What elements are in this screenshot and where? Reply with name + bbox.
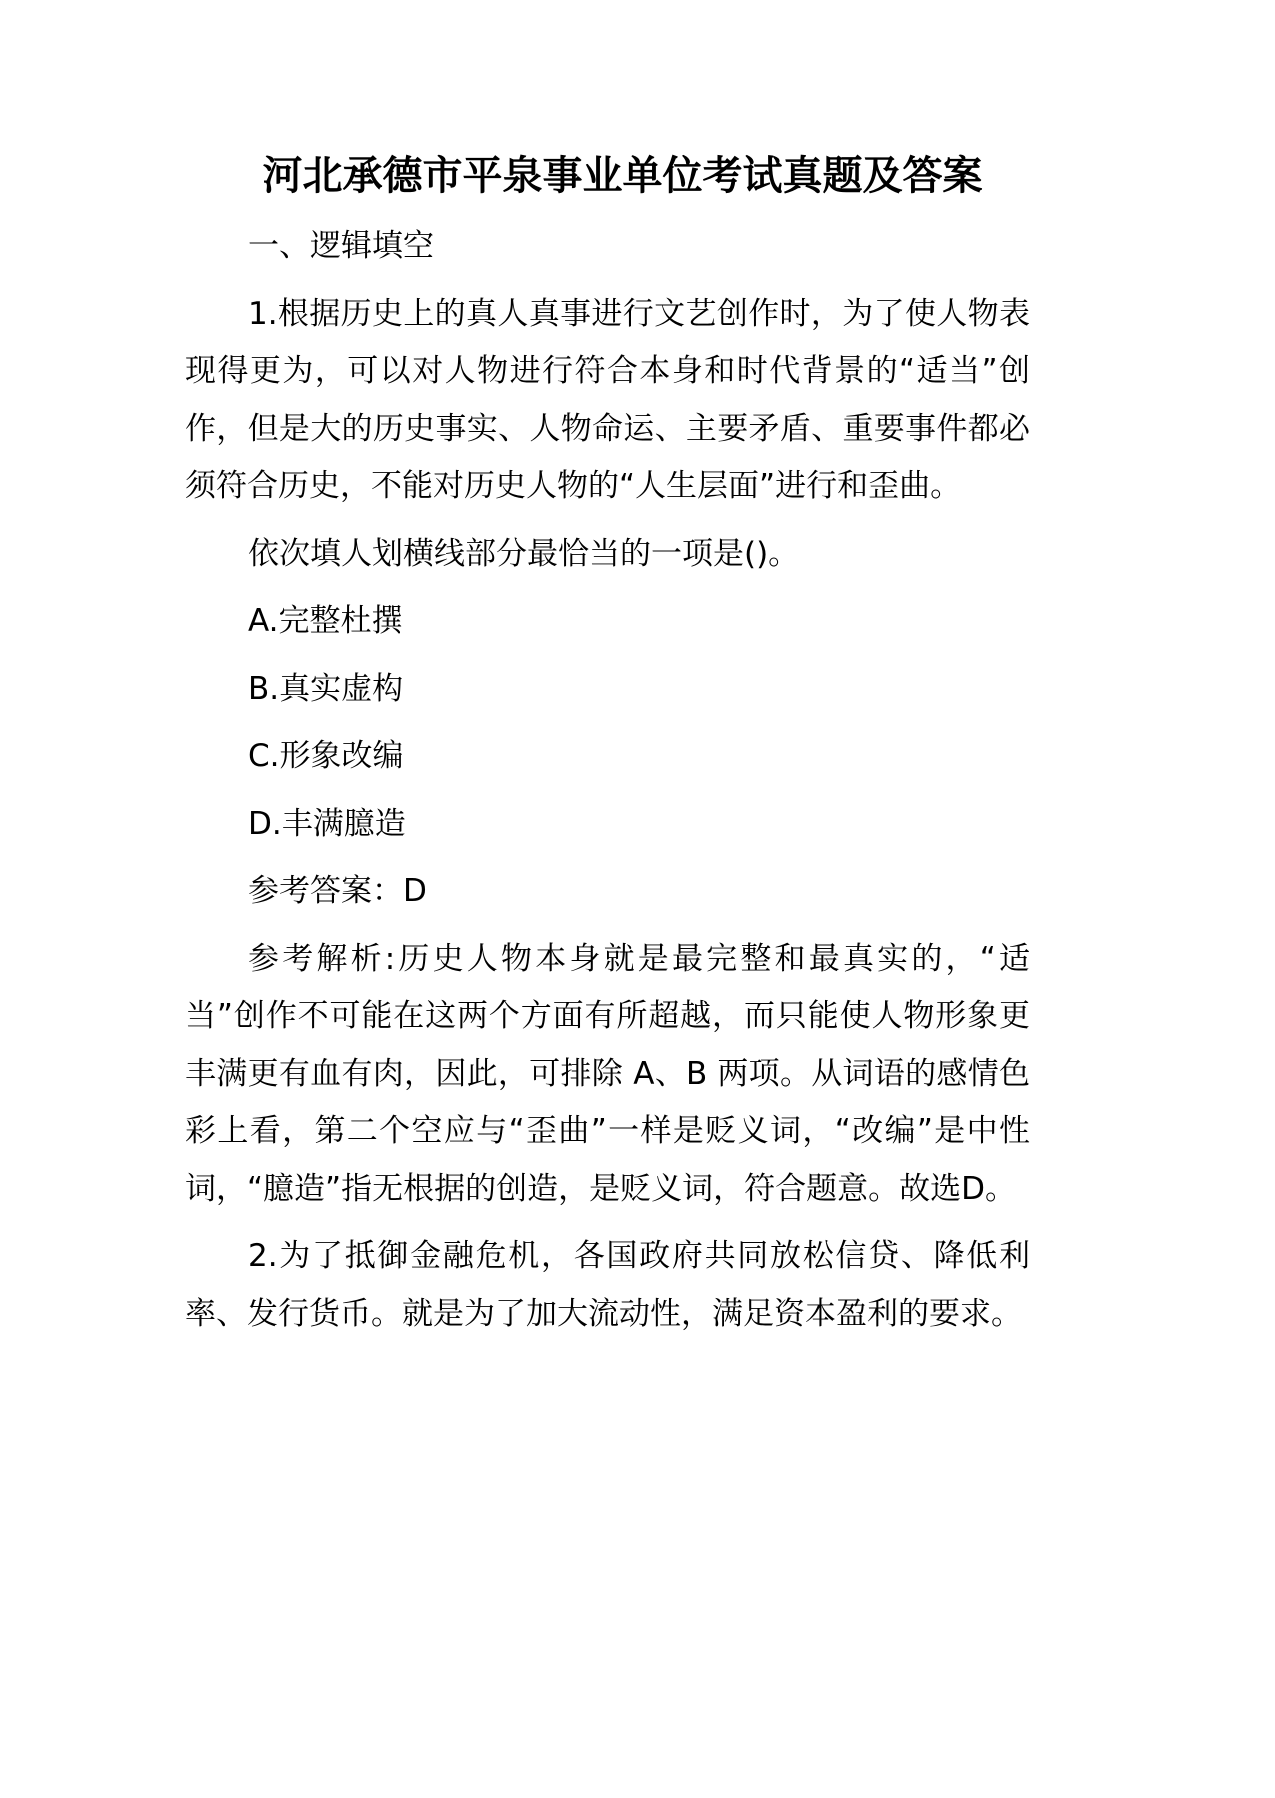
question-1-prompt: 依次填人划横线部分最恰当的一项是()。 (248, 535, 800, 572)
option-b: B.真实虚构 (248, 670, 404, 707)
analysis-paragraph: 参考解析:历史人物本身就是最完整和最真实的，“适当”创作不可能在这两个方面有所超越，而只能使人物形象更丰满更有血有肉，因此，可排除 A、B 两项。从词语的感情色彩上看，第二个空应与“歪曲”一样是贬义词，“改编”是中性词，“臆造”指无根据的创造，是贬义词，符合题意。故选D。 (185, 940, 1030, 1207)
section-heading: 一、逻辑填空 (248, 228, 434, 264)
option-d: D.丰满臆造 (248, 805, 406, 842)
option-c: C.形象改编 (248, 738, 404, 774)
option-a: A.完整杜撰 (248, 603, 403, 639)
page-title: 河北承德市平泉事业单位考试真题及答案 (262, 153, 983, 199)
question-2-stem: 2.为了抵御金融危机，各国政府共同放松信贷、降低利率、发行货币。就是为了加大流动性，满足资本盈利的要求。 (185, 1238, 1030, 1332)
document-page (0, 148, 1275, 1798)
question-1-stem: 1.根据历史上的真人真事进行文艺创作时，为了使人物表现得更为，可以对人物进行符合本身和时代背景的“适当”创作，但是大的历史事实、人物命运、主要矛盾、重要事件都必须符合历史，不能对历史人物的“人生层面”进行和歪曲。 (185, 295, 1030, 504)
answer-line: 参考答案：D (248, 873, 427, 909)
